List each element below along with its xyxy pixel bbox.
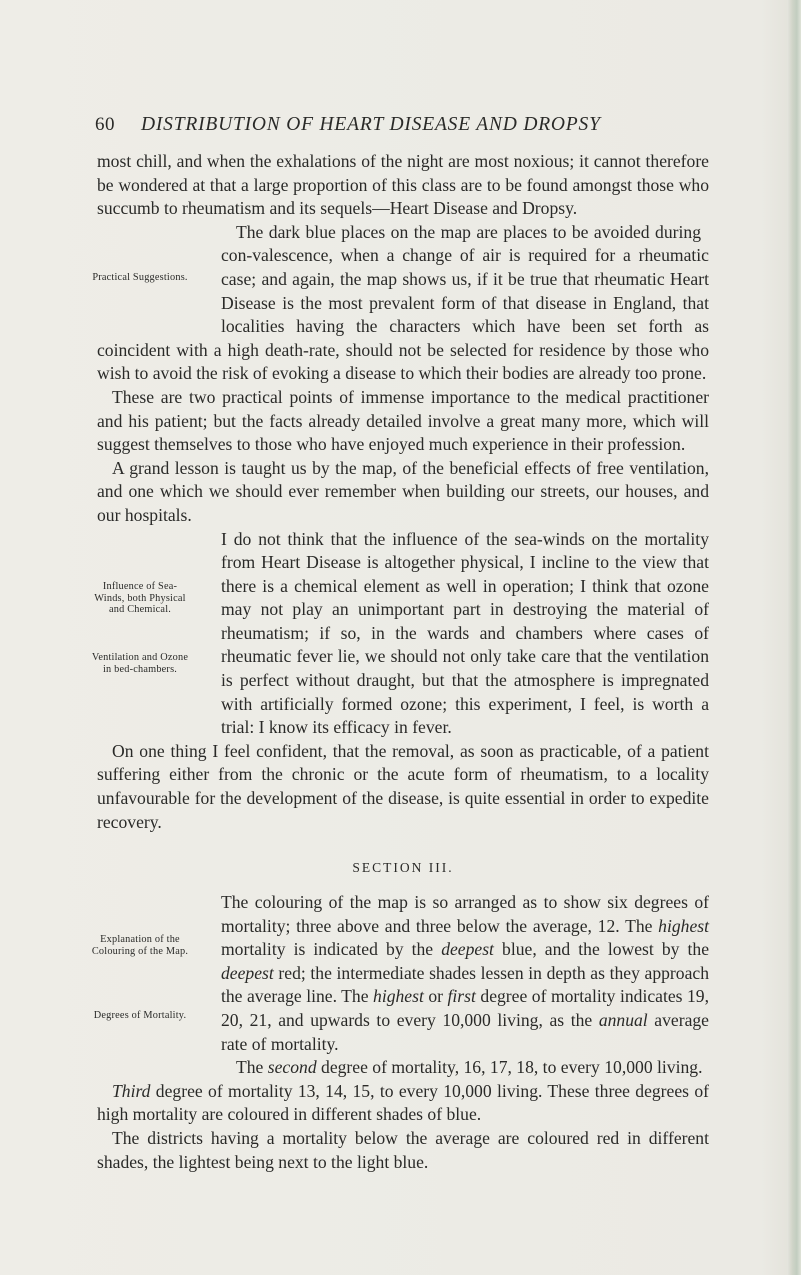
body-text-upper bbox=[97, 150, 709, 834]
body-text-lower bbox=[97, 891, 709, 1174]
paragraph: These are two practical points of immense importance to the medical practitioner and his patient; but the facts already detailed involve a great many more, which will suggest themselves to those who have enjoyed much experience in their profession. bbox=[97, 386, 709, 455]
margin-note-ventilation: Ventilation and Ozone in bed-chambers. bbox=[91, 652, 189, 675]
paragraph: The second degree of mortality, 16, 17, 18, to every 10,000 living. bbox=[236, 1057, 703, 1078]
paragraph: A grand lesson is taught us by the map, of the beneficial effects of free ventilation, and one which we should ever remember when building our streets, our houses, and our hospitals. bbox=[97, 457, 709, 525]
paragraph: I do not think that the influence of the sea-winds on the mortality from Heart Disease is altogether physical, I incline to the view that there is a chemical element as well in operation; I think that ozone may not play an unimportant part in destroying the material of rheumatism; if so, in the wards and chambers where cases of rheumatic fever lie, we should not only take care that the ventilation is perfect without draught, but that the atmosphere is impregnated with artificially formed ozone; this experiment, I feel, is worth a trial: I know its efficacy in fever. bbox=[221, 528, 709, 738]
paragraph: On one thing I feel confident, that the removal, as soon as practicable, of a patient suffering either from the chronic or the acute form of rheumatism, to a locality unfavourable for the development of the disease, is quite essential in order to expedite recovery. bbox=[97, 740, 709, 832]
paragraph: The districts having a mortality below the average are coloured red in different shades, the lightest being next to the light blue. bbox=[97, 1127, 709, 1172]
margin-note-degrees: Degrees of Mortality. bbox=[93, 1010, 187, 1021]
running-title: DISTRIBUTION OF HEART DISEASE AND DROPSY bbox=[141, 114, 601, 135]
paragraph: The colouring of the map is so arranged as to show six degrees of mortality; three above and three below the average, 12. The highest mortality is indicated by the deepest blue, and the lowest by the deepest red; the intermediate shades lessen in depth as they approach the average line. The highest or first degree of mortality indicates 19, 20, 21, and upwards to every 10,000 living, as the annual average rate of mortality. bbox=[221, 892, 710, 1054]
section-heading: SECTION III. bbox=[352, 860, 454, 875]
margin-note-practical: Practical Suggestions. bbox=[92, 272, 188, 283]
margin-note-influence: Influence of Sea-Winds, both Physical and Chemical. bbox=[94, 581, 186, 615]
paragraph: The dark blue places on the map are places to be avoided during con-valescence, when a change of air is required for a rheumatic case; and again, the map shows us, if it be true that rheumatic Heart Disease is the most prevalent form of that disease in England, that localities having the characters which have been set forth as coincident with a high death-rate, should not be selected for residence by those who wish to avoid the risk of evoking a disease to which their bodies are already too prone. bbox=[97, 221, 709, 384]
page-edge bbox=[787, 0, 801, 1275]
page-header bbox=[95, 114, 715, 138]
page-number: 60 bbox=[95, 114, 115, 135]
paragraph: most chill, and when the exhalations of the night are most noxious; it cannot therefore be wondered at that a large proportion of this class are to be found amongst those who succumb to rheumatism and its sequels—Heart Disease and Dropsy. bbox=[97, 151, 709, 219]
margin-note-explanation: Explanation of the Colouring of the Map. bbox=[91, 934, 189, 957]
paragraph: Third degree of mortality 13, 14, 15, to every 10,000 living. These three degrees of high mortality are coloured in different shades of blue. bbox=[97, 1080, 709, 1125]
